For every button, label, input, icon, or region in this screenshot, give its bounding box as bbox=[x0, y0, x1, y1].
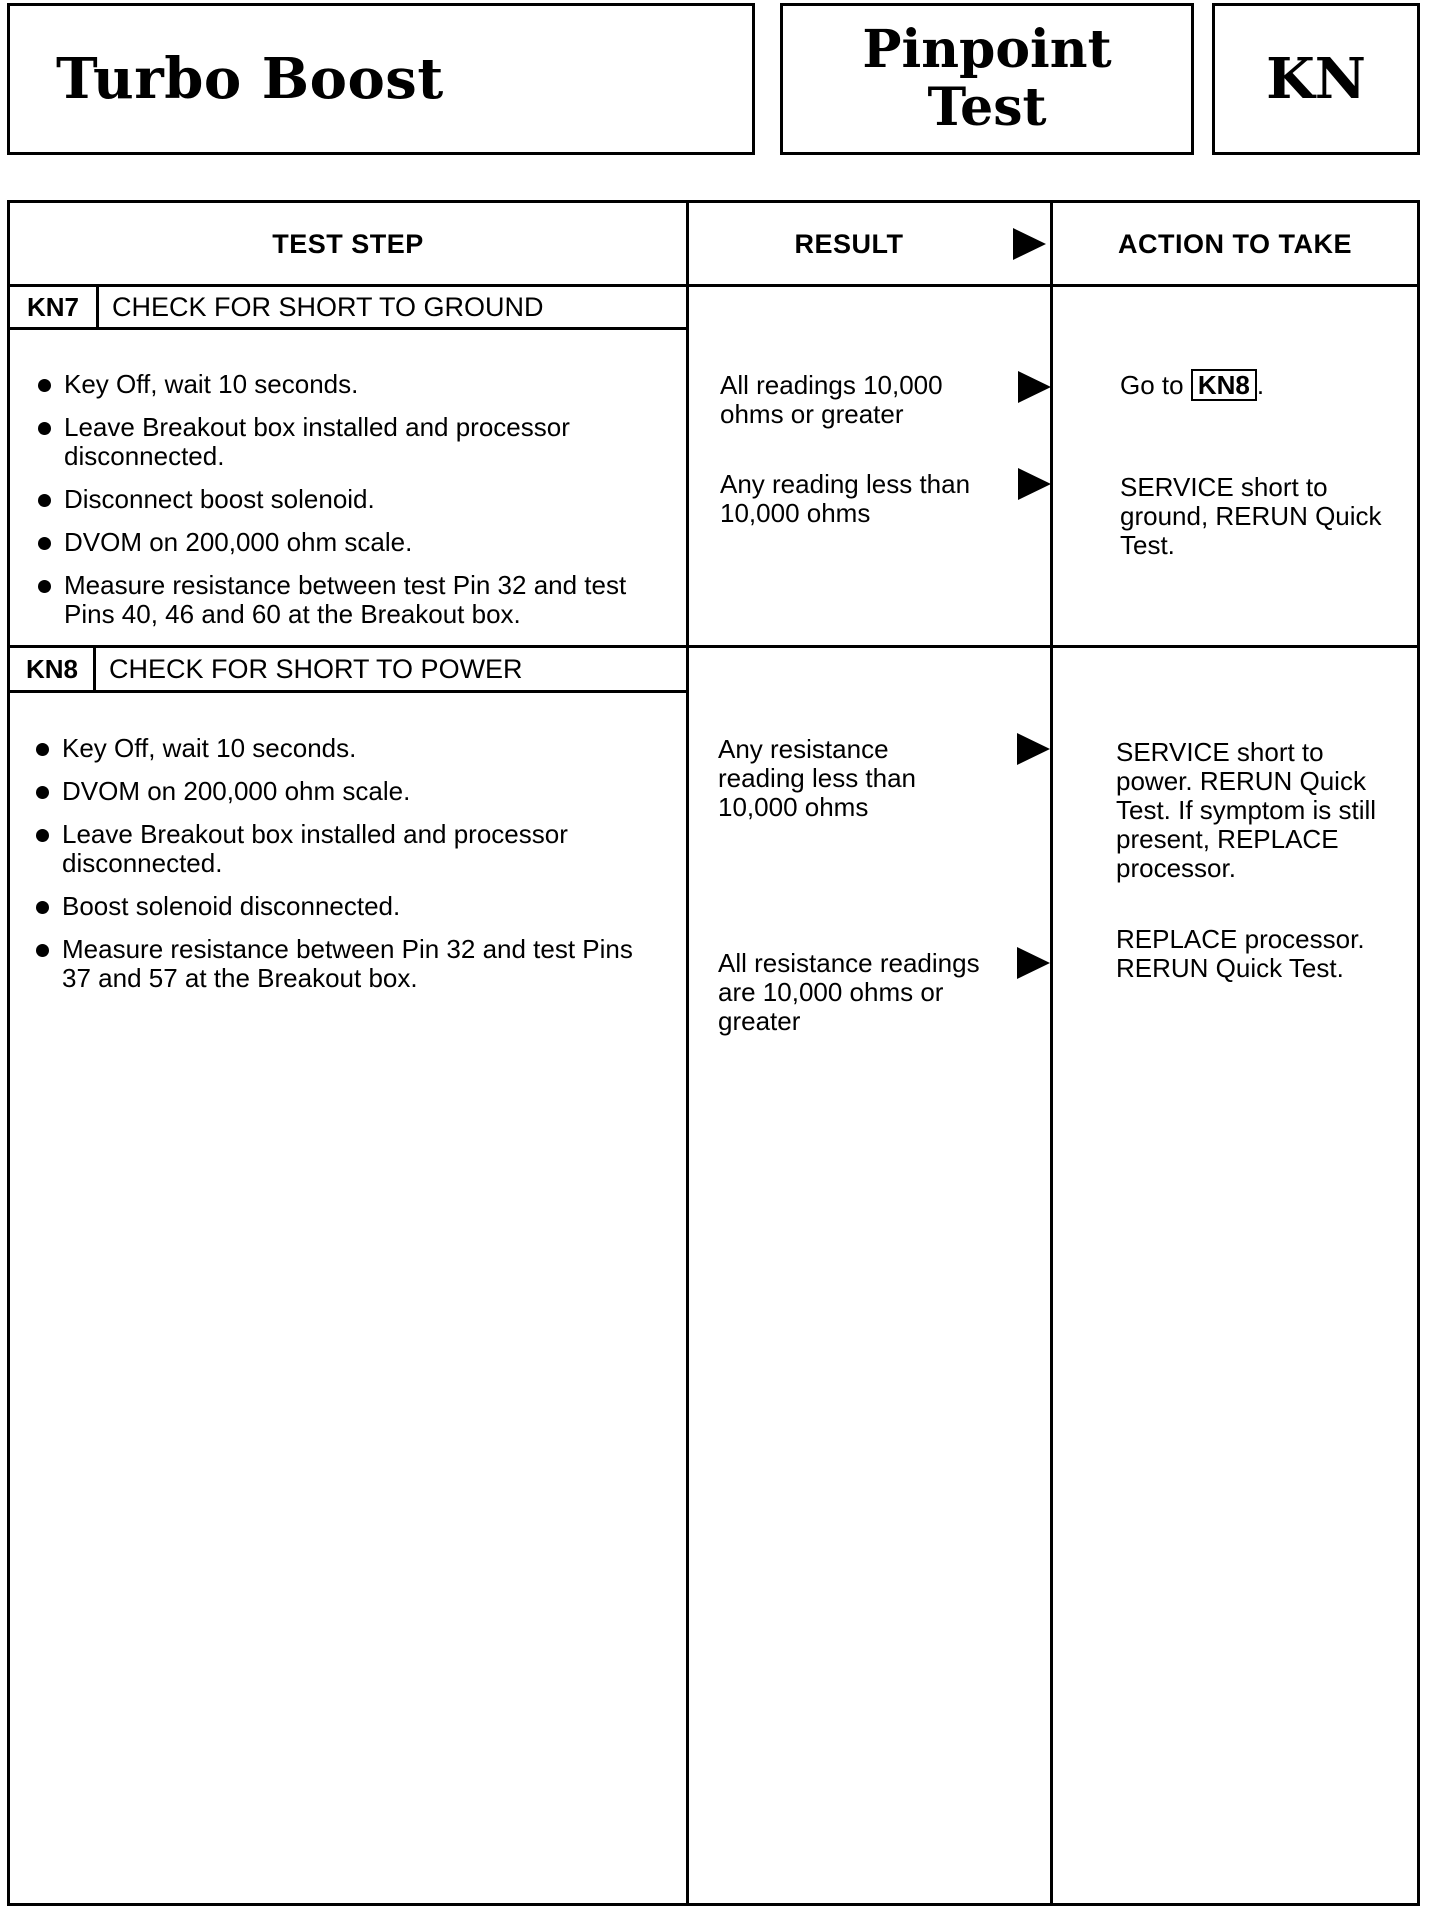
action-kn7-1-suffix: . bbox=[1256, 370, 1265, 400]
action-kn8-2: REPLACE processor. RERUN Quick Test. bbox=[1116, 924, 1365, 983]
outcome-arrow-icon bbox=[1017, 733, 1050, 765]
step-id-divider bbox=[93, 648, 96, 692]
action-kn7-1 bbox=[1120, 369, 1410, 401]
column-header-test-step: TEST STEP bbox=[272, 228, 424, 259]
list-item: Measure resistance between test Pin 32 and test Pins 40, 46 and 60 at the Breakout box. bbox=[36, 571, 656, 629]
test-type-label bbox=[862, 21, 1111, 137]
outcome-arrow-icon bbox=[1018, 371, 1051, 403]
step-id-divider bbox=[96, 287, 99, 329]
action-kn8-1: SERVICE short to power. RERUN Quick Test. If symptom is still present, REPLACE processor. bbox=[1116, 737, 1377, 883]
list-item: DVOM on 200,000 ohm scale. bbox=[36, 528, 656, 557]
step-title-kn8: CHECK FOR SHORT TO POWER bbox=[109, 653, 523, 684]
column-divider-2 bbox=[1050, 203, 1053, 1903]
list-item: Leave Breakout box installed and processor disconnected. bbox=[36, 413, 656, 471]
page-title: Turbo Boost bbox=[56, 46, 444, 112]
result-kn7-1: All readings 10,000 ohms or greater bbox=[720, 370, 943, 429]
column-header-result: RESULT bbox=[794, 228, 904, 259]
page-title-box bbox=[7, 3, 755, 155]
action-kn7-2: SERVICE short to ground, RERUN Quick Test. bbox=[1120, 472, 1382, 560]
column-divider-1 bbox=[686, 203, 689, 1903]
list-item: Disconnect boost solenoid. bbox=[36, 485, 656, 514]
list-item: Leave Breakout box installed and processor disconnected. bbox=[34, 820, 654, 878]
test-type-line2: Test bbox=[927, 77, 1047, 138]
outcome-arrow-icon bbox=[1017, 947, 1050, 979]
step-instructions-kn7 bbox=[36, 370, 656, 643]
step-reference-kn8[interactable]: KN8 bbox=[1191, 369, 1257, 401]
step-title-kn7: CHECK FOR SHORT TO GROUND bbox=[112, 291, 544, 322]
outcome-arrow-icon bbox=[1018, 468, 1051, 500]
step-title-underline bbox=[10, 690, 686, 693]
column-header-action: ACTION TO TAKE bbox=[1118, 228, 1352, 259]
result-kn8-2: All resistance readings are 10,000 ohms or greater bbox=[718, 948, 980, 1036]
list-item: Key Off, wait 10 seconds. bbox=[36, 370, 656, 399]
result-kn7-2: Any reading less than 10,000 ohms bbox=[720, 469, 971, 528]
result-kn8-1: Any resistance reading less than 10,000 ohms bbox=[718, 734, 917, 822]
list-item: Boost solenoid disconnected. bbox=[34, 892, 654, 921]
step-id-kn8: KN8 bbox=[25, 653, 78, 684]
test-code: KN bbox=[1266, 46, 1366, 112]
test-type-line1: Pinpoint bbox=[862, 19, 1112, 80]
result-arrow-icon bbox=[1013, 228, 1046, 260]
list-item: DVOM on 200,000 ohm scale. bbox=[34, 777, 654, 806]
list-item: Measure resistance between Pin 32 and test Pins 37 and 57 at the Breakout box. bbox=[34, 935, 654, 993]
step-id-kn7: KN7 bbox=[26, 291, 79, 322]
step-title-underline bbox=[10, 327, 686, 330]
test-type-box bbox=[780, 3, 1194, 155]
step-instructions-kn8 bbox=[34, 734, 654, 1007]
list-item: Key Off, wait 10 seconds. bbox=[34, 734, 654, 763]
test-code-box bbox=[1212, 3, 1420, 155]
action-kn7-1-prefix: Go to bbox=[1120, 370, 1184, 400]
